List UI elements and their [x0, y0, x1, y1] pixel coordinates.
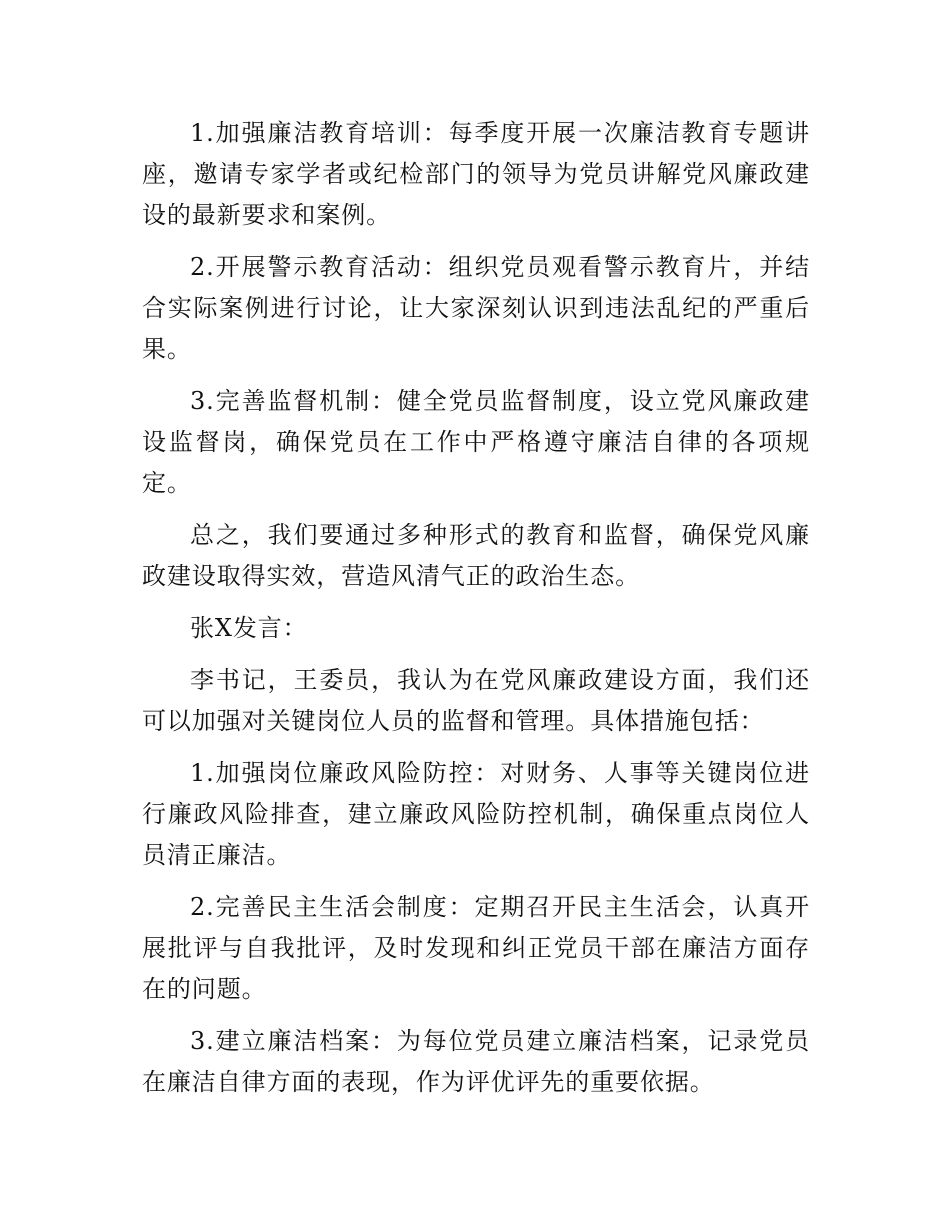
speaker-heading: 张X发言：	[190, 614, 308, 642]
paragraph-warning-education: 2.开展警示教育活动：组织党员观看警示教育片，并结合实际案例进行讨论，让大家深刻认识到违法乱纪的严重后果。	[142, 253, 810, 363]
paragraph-speech-intro: 李书记，王委员，我认为在党风廉政建设方面，我们还可以加强对关键岗位人员的监督和管理。具体措施包括：	[142, 666, 810, 735]
paragraph-supervision-mechanism: 3.完善监督机制：健全党员监督制度，设立党风廉政建设监督岗，确保党员在工作中严格遵守廉洁自律的各项规定。	[142, 387, 810, 497]
paragraph-summary: 总之，我们要通过多种形式的教育和监督，确保党风廉政建设取得实效，营造风清气正的政治生态。	[142, 521, 810, 590]
paragraph-education-training: 1.加强廉洁教育培训：每季度开展一次廉洁教育专题讲座，邀请专家学者或纪检部门的领导为党员讲解党风廉政建设的最新要求和案例。	[142, 119, 810, 229]
paragraph-risk-control: 1.加强岗位廉政风险防控：对财务、人事等关键岗位进行廉政风险排查，建立廉政风险防控机制，确保重点岗位人员清正廉洁。	[142, 759, 810, 869]
paragraph-integrity-archive: 3.建立廉洁档案：为每位党员建立廉洁档案，记录党员在廉洁自律方面的表现，作为评优评先的重要依据。	[142, 1027, 810, 1096]
paragraph-democratic-life: 2.完善民主生活会制度：定期召开民主生活会，认真开展批评与自我批评，及时发现和纠正党员干部在廉洁方面存在的问题。	[142, 893, 810, 1003]
document-page	[142, 113, 810, 1114]
